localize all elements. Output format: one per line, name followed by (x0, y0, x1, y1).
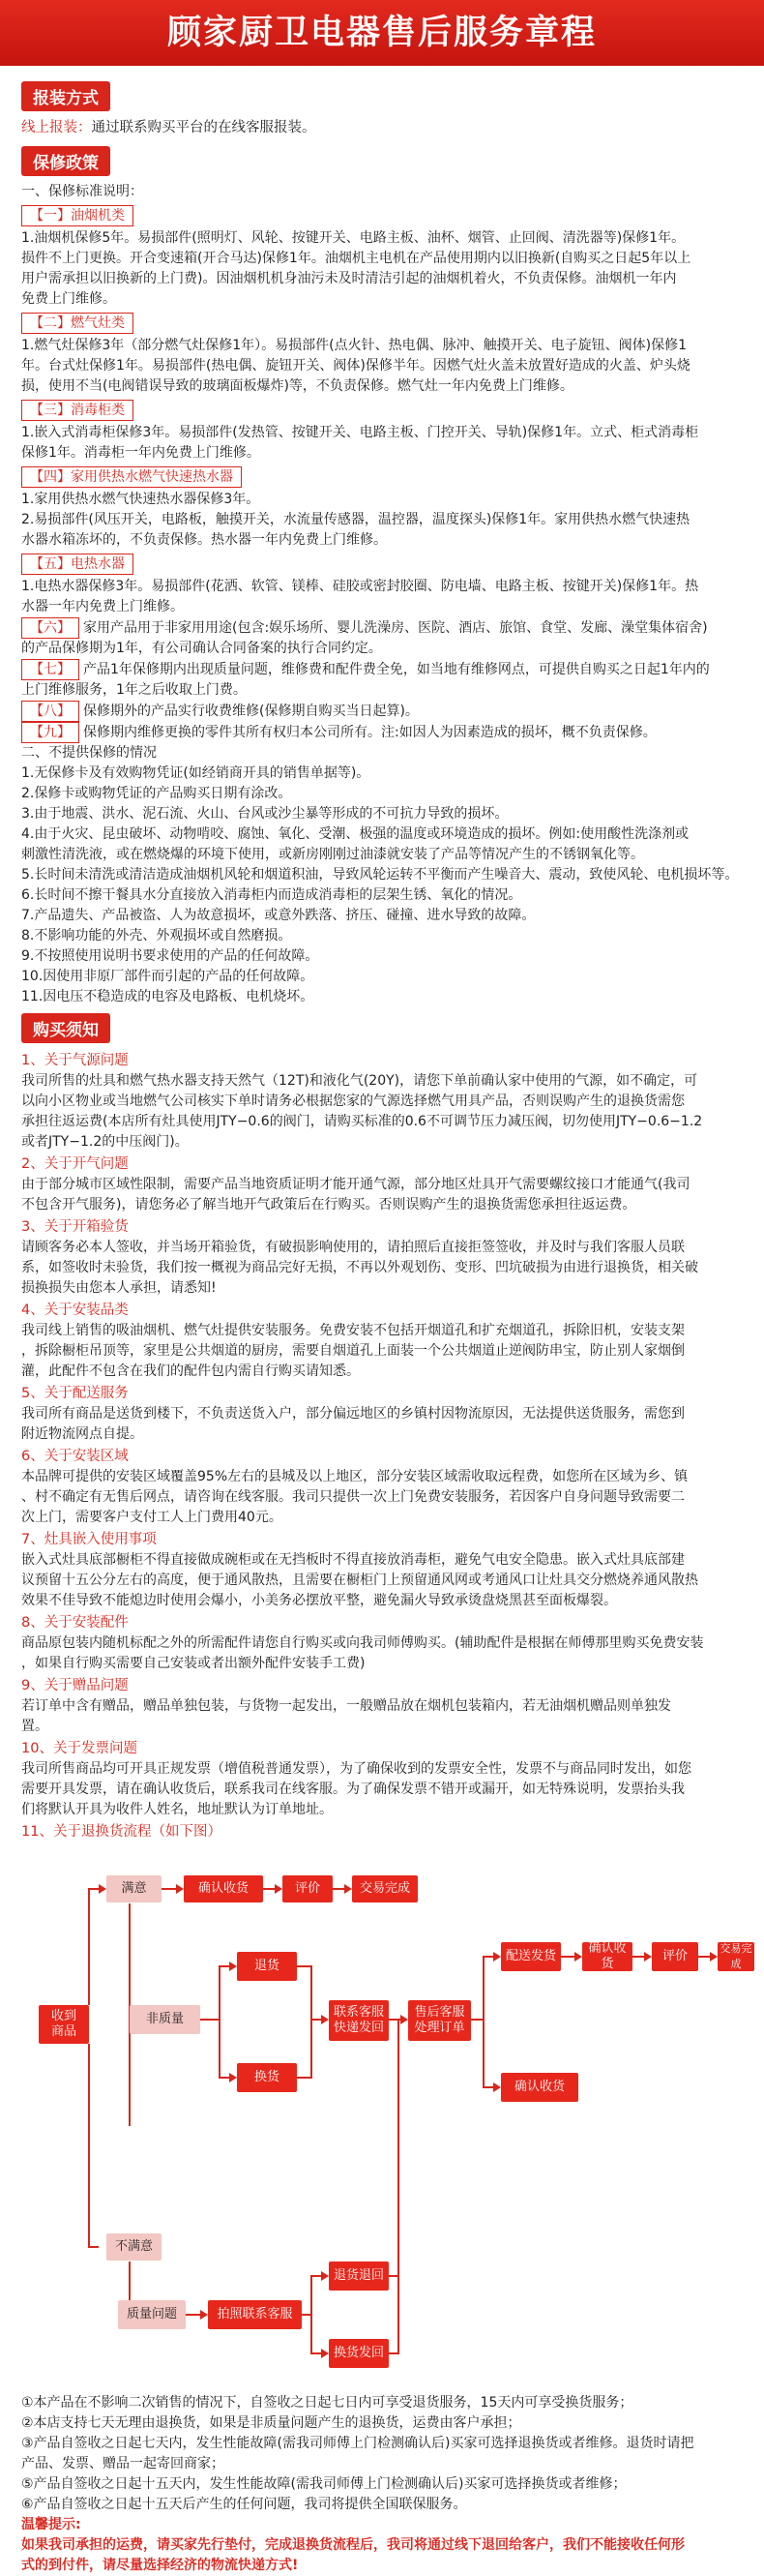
warranty-line: 水器一年内免费上门维修。 (21, 599, 184, 614)
purchase-item-line: 请顾客务必本人签收，并当场开箱验货，有破损影响使用的，请拍照后直接拒签签收，并及时与我们客服人员联 (21, 1240, 685, 1255)
warranty-line: 1.燃气灶保修3年（部分燃气灶保修1年）。易损部件(点火针、热电偶、脉冲、触摸开关、电子旋钮、阀体)保修1 (21, 338, 688, 353)
purchase-item-title: 1、关于气源问题 (21, 1053, 129, 1068)
warranty-line (21, 617, 750, 639)
warranty-label: 【三】消毒柜类 (21, 400, 133, 421)
purchase-item-title: 9、关于赠品问题 (21, 1678, 129, 1693)
purchase-item-line: 次上门，需要客户支付工人上门费用40元。 (21, 1510, 282, 1525)
purchase-item-line: ，如果自行购买需要自己安装或者出额外配件安装手工费) (21, 1656, 366, 1671)
warranty-text: 家用产品用于非家用用途(包含:娱乐场所、婴儿洗澡房、医院、酒店、旅馆、食堂、发廊、澡堂集体宿舍) (83, 620, 708, 636)
exclusion-item: 3.由于地震、洪水、泥石流、火山、台风或沙尘暴等形成的不可抗力导致的损坏。 (21, 806, 509, 822)
exclusion-item: 1.无保修卡及有效购物凭证(如经销商开具的销售单据等)。 (21, 765, 370, 781)
flow-node-unsatisfied: 不满意 (106, 2233, 162, 2261)
purchase-item-line: 嵌入式灶具底部橱柜不得直接做成碗柜或在无挡板时不得直接放消毒柜，避免气电安全隐患。嵌入式灶具底部建 (21, 1552, 685, 1568)
purchase-item-line: 承担往返运费(本店所有灶具使用JTY−0.6的阀门，请购买标准的0.6不可调节压力减压阀，切勿使用JTY−0.6−1.2 (21, 1114, 703, 1129)
warm-title: 温馨提示: (21, 2517, 81, 2532)
flow-node-confirm-1: 确认收货 (184, 1875, 263, 1902)
warranty-line: 1.嵌入式消毒柜保修3年。易损部件(发热管、按键开关、电路主板、门控开关、导轨)保修1年。立式、柜式消毒柜 (21, 425, 699, 440)
warranty-label: 【四】家用供热水燃气快速热水器 (21, 466, 242, 488)
flow-node-redeliver: 配送发货 (501, 1942, 561, 1971)
note-line: ③产品自签收之日起七天内，发生性能故障(需我司师傅上门检测确认后)买家可选择退换货或者维修。退货时请把 (21, 2436, 694, 2451)
purchase-item (21, 1738, 750, 1820)
warranty-label: 【二】燃气灶类 (21, 313, 133, 334)
purchase-item (21, 1821, 750, 1842)
purchase-item (21, 1216, 750, 1299)
purchase-item-line: 本品牌可提供的安装区域覆盖95%左右的县城及以上地区，部分安装区域需收取远程费，如您所在区域为乡、镇 (21, 1469, 689, 1484)
purchase-item (21, 1050, 750, 1153)
warranty-block (21, 659, 750, 701)
warranty-line (21, 701, 750, 722)
purchase-item-line: 议预留十五公分左右的高度，便于通风散热，且需要在橱柜门上预留通风网或考通风口让灶具交分燃烧养通风散热 (21, 1573, 698, 1588)
purchase-item-line: 损换损失由您本人承担，请悉知! (21, 1280, 217, 1296)
purchase-item (21, 1446, 750, 1528)
warranty-label: 【六】 (21, 617, 79, 639)
flow-node-return-2: 退货退回 (329, 2261, 389, 2291)
flow-node-return: 退货 (237, 1952, 297, 1981)
exclusion-item: 9.不按照使用说明书要求使用的产品的任何故障。 (21, 948, 319, 964)
purchase-item (21, 1383, 750, 1445)
report-online-label: 线上报装： (21, 120, 92, 135)
purchase-item-title: 3、关于开箱验货 (21, 1219, 129, 1235)
exclusion-item: 8.不影响功能的外壳、外观损坏或自然磨损。 (21, 928, 292, 944)
flow-node-satisfied: 满意 (106, 1875, 162, 1902)
warranty-line: 2.易损部件(风压开关，电路板，触摸开关，水流量传感器，温控器，温度探头)保修1年。家用供热水燃气快速热 (21, 512, 691, 527)
purchase-item-title: 5、关于配送服务 (21, 1386, 129, 1401)
purchase-item-line: 若订单中含有赠品，赠品单独包装，与货物一起发出，一般赠品放在烟机包装箱内，若无油烟机赠品则单独发 (21, 1698, 671, 1714)
warranty-block (21, 617, 750, 659)
purchase-item-line: 系，如签收时未验货，我们按一概视为商品完好无损，不再以外观划伤、变形、凹坑破损为由进行退换货，相关破 (21, 1260, 698, 1275)
warm-line: 如果我司承担的运费，请买家先行垫付，完成退换货流程后，我司将通过线下退回给客户，我们不能接收任何形 (21, 2537, 685, 2553)
warranty-line: 免费上门维修。 (21, 291, 116, 307)
note-line: ⑥产品自签收之日起十五天后产生的任何问题，我司将提供全国联保服务。 (21, 2497, 467, 2512)
warranty-line (21, 722, 750, 743)
flow-node-quality: 质量问题 (118, 2300, 186, 2329)
purchase-item-line: ，拆除橱柜吊顶等，家里是公共烟道的厨房，需要自烟道孔上面装一个公共烟道止逆阀防串宝，防止别人家烟倒 (21, 1343, 685, 1359)
flow-node-exchange: 换货 (237, 2063, 297, 2092)
purchase-item-title: 7、灶具嵌入使用事项 (21, 1532, 157, 1547)
exclusion-item: 10.因使用非原厂部件而引起的产品的任何故障。 (21, 969, 314, 984)
flow-node-receive: 收到 商品 (39, 2005, 89, 2044)
warranty-blocks (21, 202, 750, 743)
warranty-line: 水器水箱冻坏的，不负责保修。热水器一年内免费上门维修。 (21, 532, 387, 548)
flow-node-review-1: 评价 (282, 1875, 333, 1902)
warranty-line: 1.油烟机保修5年。易损部件(照明灯、风轮、按键开关、电路主板、油杯、烟管、止回阀、清洗器等)保修1年。 (21, 230, 686, 246)
warranty-line: 损件不上门更换。开合变速箱(开合马达)保修1年。油烟机主电机在产品使用期内以旧换新(自购买之日起5年以上 (21, 251, 691, 266)
exclusion-item: 7.产品遗失、产品被盗、人为故意损坏，或意外跌落、挤压、碰撞、进水导致的故障。 (21, 908, 536, 923)
note-line: ⑤产品自签收之日起十五天内，发生性能故障(需我司师傅上门检测确认后)买家可选择换货或者维修； (21, 2476, 627, 2492)
purchase-item-title: 2、关于开气问题 (21, 1156, 129, 1172)
exclusion-item: 5.长时间未清洗或清洁造成油烟机风轮和烟道积油，导致风轮运转不平衡而产生噪音大、震动，致使风轮、电机损坏等。 (21, 867, 739, 883)
exclusion-item: 刺激性清洗液，或在燃烧爆的环境下使用，或新房刚刚过油漆就安装了产品等情况产生的不锈钢氧化等。 (21, 847, 644, 862)
purchase-item-line: 我司所售商品均可开具正规发票（增值税普通发票），为了确保收到的发票安全性，发票不与商品同时发出，如您 (21, 1761, 691, 1777)
purchase-item-line: 不包含开气服务)，请您务必了解当地开气政策后在行购买。否则误购产生的退换货需您承担往返运费。 (21, 1197, 636, 1213)
note-line: ①本产品在不影响二次销售的情况下，自签收之日起七日内可享受退货服务，15天内可享受换货服务； (21, 2395, 633, 2411)
warranty-block (21, 202, 750, 310)
section-tag-purchase: 购买须知 (21, 1013, 110, 1043)
warranty-label: 【八】 (21, 701, 79, 722)
page-title: 顾家厨卫电器售后服务章程 (0, 0, 764, 66)
purchase-item-title: 4、关于安装品类 (21, 1303, 129, 1318)
purchase-item-line: 商品原包装内随机标配之外的所需配件请您自行购买或向我司师傅购买。(辅助配件是根据在师傅那里购买免费安装 (21, 1635, 704, 1651)
purchase-item (21, 1612, 750, 1674)
purchase-item (21, 1529, 750, 1611)
warranty-line: 损，使用不当(电阀错误导致的玻璃面板爆炸)等，不负责保修。燃气灶一年内免费上门维修。 (21, 378, 573, 394)
exclusion-intro: 二、不提供保修的情况 (21, 745, 157, 761)
purchase-item-line: 或者JTY−1.2的中压阀门)。 (21, 1134, 189, 1150)
report-online-text: 通过联系购买平台的在线客服报装。 (91, 120, 316, 135)
warranty-label: 【一】油烟机类 (21, 205, 133, 226)
exclusion-item: 6.长时间不擦干餐具水分直接放入消毒柜内而造成消毒柜的层架生锈、氧化的情况。 (21, 887, 522, 903)
flow-node-review-2: 评价 (652, 1942, 698, 1971)
flow-node-exchange-2: 换货发回 (329, 2339, 389, 2368)
purchase-item-line: 附近物流网点自提。 (21, 1426, 143, 1442)
note-line: ②本店支持七天无理由退换货，如果是非质量问题产生的退换货，运费由客户承担； (21, 2415, 521, 2431)
purchase-item (21, 1153, 750, 1215)
warranty-text: 保修期内维修更换的零件其所有权归本公司所有。注:如因人为因素造成的损坏，概不负责保修。 (83, 725, 657, 740)
warranty-line: 用户需承担以旧换新的上门费)。因油烟机机身油污未及时清洁引起的油烟机着火，不负责保修。油烟机一年内 (21, 271, 677, 286)
purchase-item-line: 由于部分城市区域性限制，需要产品当地资质证明才能开通气源，部分地区灶具开气需要螺纹接口才能通气(我司 (21, 1177, 691, 1192)
flow-node-deal-2: 交易完成 (718, 1942, 754, 1971)
flow-node-photo-cs: 拍照联系客服 (208, 2300, 302, 2329)
section-tag-report: 报装方式 (21, 81, 110, 111)
purchase-item-line: 置。 (21, 1719, 48, 1734)
flow-node-non-quality: 非质量 (130, 2005, 200, 2034)
purchase-item (21, 1675, 750, 1737)
purchase-item-title: 11、关于退换货流程（如下图） (21, 1824, 221, 1840)
purchase-list (21, 1050, 750, 1842)
purchase-item-line: 效果不佳导致不能熄边时使用会爆小，小美务必摆放平整，避免漏火导致承烫盘烧黑甚至面板爆裂。 (21, 1593, 617, 1608)
warranty-label: 【九】 (21, 722, 79, 743)
warm-line: 式的到付件，请尽量选择经济的物流快递方式! (21, 2558, 299, 2573)
warranty-line: 的产品保修期为1年，有公司确认合同备案的执行合同约定。 (21, 641, 382, 656)
purchase-item-line: 我司所售的灶具和燃气热水器支持天然气（12T)和液化气(20Y)，请您下单前确认家中使用的气源，如不确定，可 (21, 1073, 698, 1089)
warranty-line: 1.电热水器保修3年。易损部件(花洒、软管、镁棒、硅胶或密封胶圈、防电墙、电路主板、按键开关)保修1年。热 (21, 579, 699, 594)
warranty-block (21, 397, 750, 464)
warranty-line: 上门维修服务，1年之后收取上门费。 (21, 682, 247, 698)
purchase-item-title: 6、关于安装区域 (21, 1449, 129, 1464)
purchase-item-line: 灌，此配件不包含在我们的配件包内需自行购买请知悉。 (21, 1363, 360, 1379)
note-line: 产品、发票、赠品一起寄回商家； (21, 2456, 224, 2471)
warranty-block (21, 310, 750, 397)
warranty-line: 1.家用供热水燃气快速热水器保修3年。 (21, 492, 260, 507)
purchase-item-line: 、村不确定有无售后网点，请咨询在线客服。我司只提供一次上门免费安装服务，若因客户自身问题导致需要二 (21, 1489, 685, 1505)
flow-node-confirm-3: 确认收货 (501, 2073, 578, 2102)
exclusion-item: 11.因电压不稳造成的电容及电路板、电机烧坏。 (21, 989, 314, 1004)
purchase-item (21, 1300, 750, 1382)
warranty-label: 【七】 (21, 659, 79, 680)
purchase-item-line: 需要开具发票，请在确认收货后，联系我司在线客服。为了确保发票不错开或漏开，如无特殊说明，发票抬头我 (21, 1782, 685, 1797)
flow-node-after-sales: 售后客服 处理订单 (408, 2000, 471, 2041)
exclusion-list (21, 764, 750, 1007)
warranty-block (21, 701, 750, 722)
report-online (21, 117, 750, 138)
flow-node-confirm-2: 确认收货 (582, 1942, 632, 1971)
exclusion-item: 2.保修卡或购物凭证的产品购买日期有涂改。 (21, 786, 292, 801)
warranty-block (21, 551, 750, 617)
warranty-line (21, 659, 750, 680)
warranty-block (21, 722, 750, 743)
flow-node-deal-1: 交易完成 (352, 1875, 418, 1902)
warranty-label: 【五】电热水器 (21, 554, 133, 575)
exclusion-item: 4.由于火灾、昆虫破坏、动物啃咬、腐蚀、氧化、受潮、极强的温度或环境造成的损坏。例如:使用酸性洗涤剂或 (21, 826, 690, 842)
purchase-item-line: 们将默认开具为收件人姓名，地址默认为订单地址。 (21, 1802, 333, 1817)
purchase-item-title: 10、关于发票问题 (21, 1741, 137, 1756)
warranty-line: 保修1年。消毒柜一年内免费上门维修。 (21, 445, 260, 461)
warranty-text: 保修期外的产品实行收费维修(保修期自购买当日起算)。 (83, 704, 419, 719)
purchase-item-line: 我司所有商品是送货到楼下，不负责送货入户，部分偏远地区的乡镇村因物流原因，无法提供送货服务，需您到 (21, 1406, 685, 1422)
purchase-item-line: 我司线上销售的吸油烟机、燃气灶提供安装服务。免费安装不包括开烟道孔和扩充烟道孔，拆除旧机，安装支架 (21, 1323, 685, 1338)
purchase-item-line: 以向小区物业或当地燃气公司核实下单时请务必根据您家的气源选择燃气用具产品，否则误购产生的退换货需您 (21, 1093, 685, 1109)
warranty-text: 产品1年保修期内出现质量问题，维修费和配件费全免，如当地有维修网点，可提供自购买之日起1年内的 (83, 662, 710, 677)
flow-node-contact-cs: 联系客服 快递发回 (329, 2000, 389, 2041)
warranty-intro: 一、保修标准说明： (21, 184, 143, 199)
warranty-block (21, 464, 750, 551)
content (0, 66, 764, 2576)
warm-lines (21, 2535, 750, 2576)
return-flow-chart (21, 1850, 756, 2387)
warranty-line: 年。台式灶保修1年。易损部件(热电偶、旋钮开关、阀体)保修半年。因燃气灶火盖未放置好造成的火盖、炉头烧 (21, 358, 691, 374)
notes-list (21, 2393, 750, 2515)
section-tag-warranty: 保修政策 (21, 146, 110, 176)
purchase-item-title: 8、关于安装配件 (21, 1615, 129, 1631)
